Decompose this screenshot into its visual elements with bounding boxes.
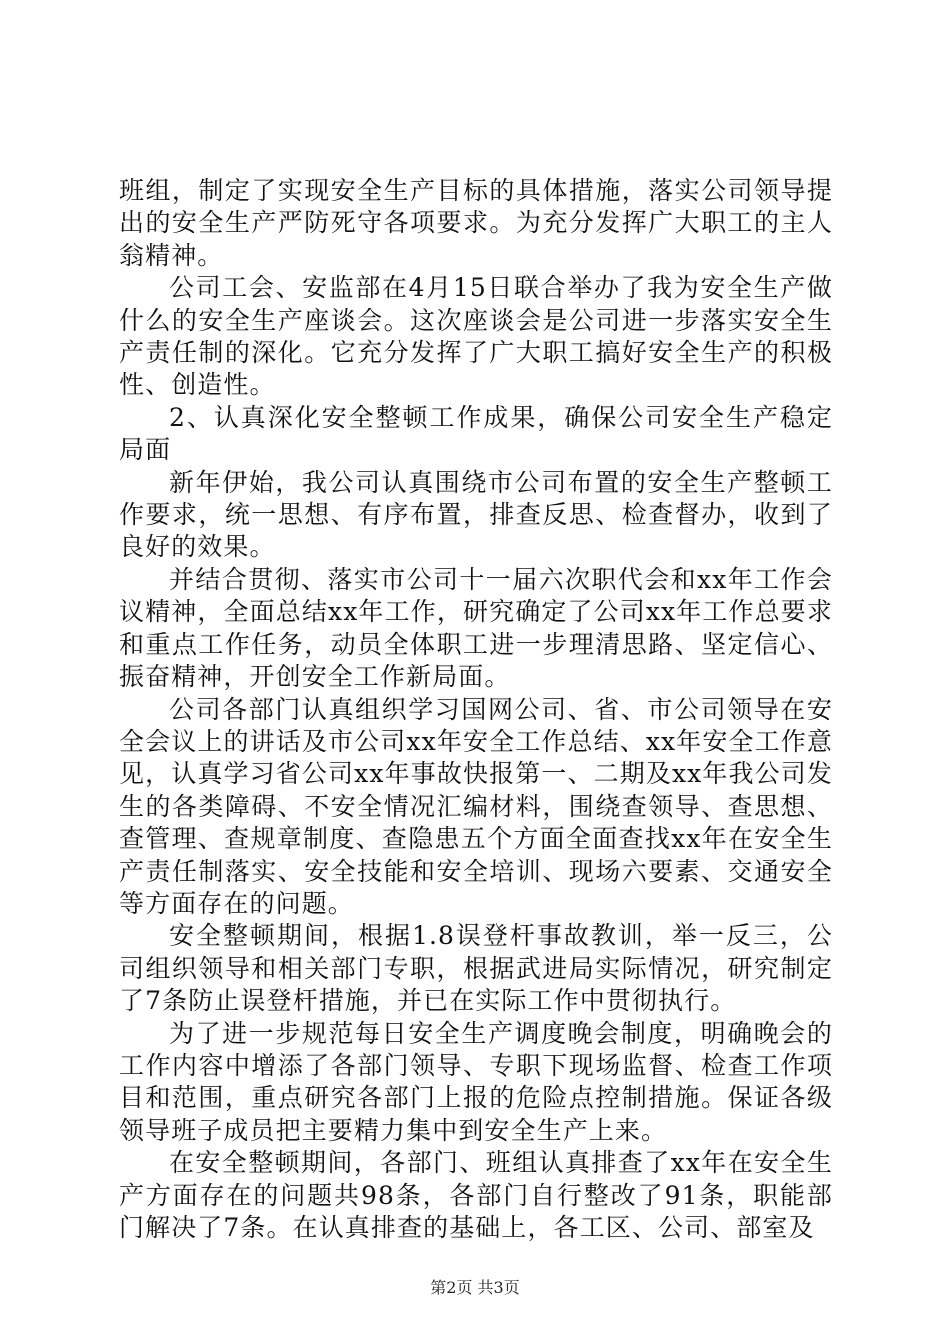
- paragraph-6: 安全整顿期间，根据1.8误登杆事故教训，举一反三，公司组织领导和相关部门专职，根据武进局实际情况，研究制定了7条防止误登杆措施，并已在实际工作中贯彻执行。: [119, 921, 833, 1016]
- document-body: [119, 175, 833, 1244]
- paragraph-3: 新年伊始，我公司认真围绕市公司布置的安全生产整顿工作要求，统一思想、有序布置，排查反思、检查督办，收到了良好的效果。: [119, 467, 833, 562]
- page-footer: 第2页 共3页: [430, 1278, 520, 1297]
- paragraph-7: 为了进一步规范每日安全生产调度晚会制度，明确晚会的工作内容中增添了各部门领导、专职下现场监督、检查工作项目和范围，重点研究各部门上报的危险点控制措施。保证各级领导班子成员把主要精力集中到安全生产上来。: [119, 1018, 833, 1145]
- paragraph-2: 公司工会、安监部在4月15日联合举办了我为安全生产做什么的安全生产座谈会。这次座谈会是公司进一步落实安全生产责任制的深化。它充分发挥了广大职工搞好安全生产的积极性、创造性。: [119, 273, 833, 400]
- paragraph-8: 在安全整顿期间，各部门、班组认真排查了xx年在安全生产方面存在的问题共98条，各部门自行整改了91条，职能部门解决了7条。在认真排查的基础上，各工区、公司、部室及: [119, 1148, 833, 1242]
- paragraph-5: 公司各部门认真组织学习国网公司、省、市公司领导在安全会议上的讲话及市公司xx年安全工作总结、xx年安全工作意见，认真学习省公司xx年事故快报第一、二期及xx年我公司发生的各类障碍、不安全情况汇编材料，围绕查领导、查思想、查管理、查规章制度、查隐患五个方面全面查找xx年在安全生产责任制落实、安全技能和安全培训、现场六要素、交通安全等方面存在的问题。: [119, 694, 833, 918]
- section-heading: 2、认真深化安全整顿工作成果，确保公司安全生产稳定局面: [119, 402, 833, 465]
- paragraph-1: 班组，制定了实现安全生产目标的具体措施，落实公司领导提出的安全生产严防死守各项要求。为充分发挥广大职工的主人翁精神。: [119, 176, 833, 270]
- paragraph-4: 并结合贯彻、落实市公司十一届六次职代会和xx年工作会议精神，全面总结xx年工作，研究确定了公司xx年工作总要求和重点工作任务，动员全体职工进一步理清思路、坚定信心、振奋精神，开创安全工作新局面。: [119, 564, 833, 692]
